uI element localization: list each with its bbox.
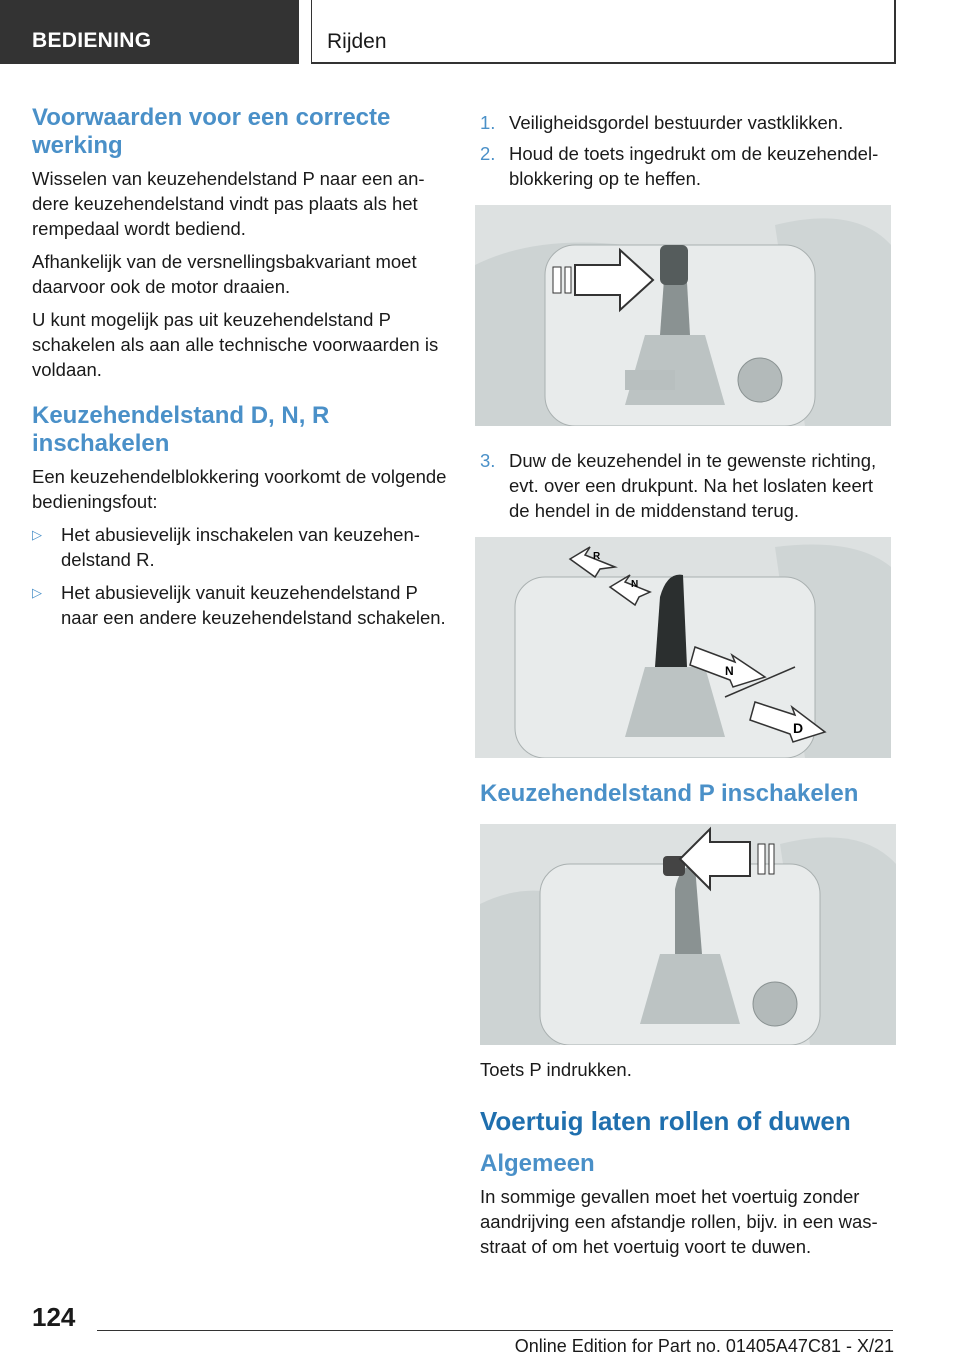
shift-label-n-down: N bbox=[725, 664, 734, 678]
gear-selector-illustration-unlock bbox=[475, 205, 891, 426]
heading-park: Keuzehendelstand P inschakelen bbox=[480, 780, 859, 807]
step-item: 3. Duw de keuzehendel in te gewenste richting, evt. over een drukpunt. Na het loslaten keert de hendel in de middenstand terug. bbox=[480, 450, 877, 521]
step-item: 2. Houd de toets ingedrukt om de keuzehendelblokkering op te heffen. bbox=[480, 143, 879, 189]
heading-roll-push: Voertuig laten rollen of duwen bbox=[480, 1106, 851, 1136]
triangle-bullet-icon: ▷ bbox=[32, 527, 42, 542]
heading-conditions: Voorwaarden voor een correcte werking bbox=[32, 104, 391, 159]
shift-label-n-up: N bbox=[631, 579, 639, 590]
shift-label-d: D bbox=[793, 720, 804, 736]
paragraph: Afhankelijk van de versnellingsbakvariant moet daarvoor ook de motor draaien. bbox=[32, 251, 417, 297]
paragraph: Wisselen van keuzehendelstand P naar een andere keuzehendelstand vindt pas plaats als het rempedaal wordt bediend. bbox=[32, 168, 425, 239]
right-column bbox=[480, 110, 898, 1267]
paragraph: Een keuzehendelblokkering voorkomt de volgende bedieningsfout: bbox=[32, 466, 447, 512]
bullet-item: ▷ Het abusievelijk vanuit keuzehendelstand P naar een andere keuzehendelstand schakelen. bbox=[32, 582, 446, 628]
footer-divider bbox=[97, 1330, 893, 1331]
page-number: 124 bbox=[32, 1302, 76, 1332]
section-tab bbox=[0, 0, 299, 64]
heading-general: Algemeen bbox=[480, 1150, 595, 1177]
gear-selector-illustration-park bbox=[480, 824, 896, 1045]
bullet-item: ▷ Het abusievelijk inschakelen van keuzehendelstand R. bbox=[32, 524, 420, 570]
left-column bbox=[32, 104, 452, 638]
chapter-tab bbox=[311, 0, 896, 64]
paragraph: In sommige gevallen moet het voertuig zonder aandrijving een afstandje rollen, bijv. in een wasstraat of om het voertuig voort te duwen. bbox=[480, 1186, 878, 1257]
paragraph: Toets P indrukken. bbox=[480, 1059, 632, 1080]
gear-selector-illustration-directions bbox=[475, 537, 891, 758]
heading-dnr: Keuzehendelstand D, N, R inschakelen bbox=[32, 402, 330, 457]
paragraph: U kunt mogelijk pas uit keuzehendelstand P schakelen als aan alle technische voorwaarden is voldaan. bbox=[32, 309, 439, 380]
section-title: BEDIENING bbox=[32, 29, 152, 52]
triangle-bullet-icon: ▷ bbox=[32, 585, 42, 600]
shift-label-r: R bbox=[593, 551, 601, 562]
step-item: 1. Veiligheidsgordel bestuurder vastklikken. bbox=[480, 112, 844, 133]
chapter-title: Rijden bbox=[327, 30, 387, 53]
edition-note: Online Edition for Part no. 01405A47C81 - X/21 bbox=[514, 1336, 894, 1356]
